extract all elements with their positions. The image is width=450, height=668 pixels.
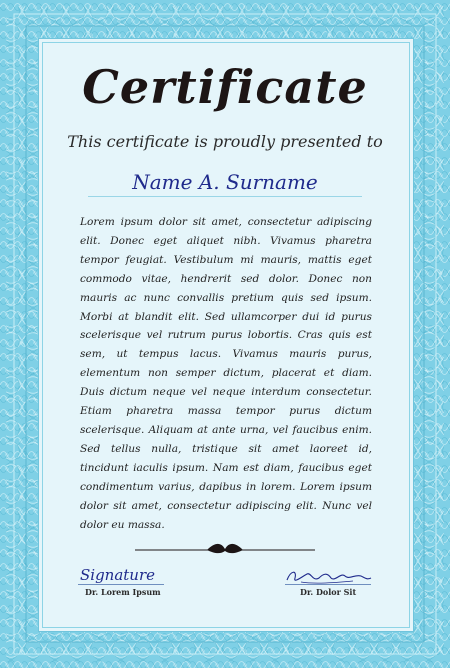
signature-left-line <box>78 584 164 585</box>
signature-left-label: Signature <box>80 566 156 584</box>
recipient-underline <box>88 196 362 197</box>
recipient-name: Name A. Surname <box>132 170 318 194</box>
signer-left-name: Dr. Lorem Ipsum <box>85 587 161 597</box>
ornamental-divider <box>135 540 315 558</box>
signature-right-line <box>285 584 371 585</box>
signer-right-name: Dr. Dolor Sit <box>300 587 357 597</box>
certificate-title: Certificate <box>82 60 368 114</box>
certificate-body: Lorem ipsum dolor sit amet, consectetur adipiscing elit. Donec eget aliquet nibh. Vivamus pharetra tempor feugiat. Vestibulum mi mauris, mattis eget commodo vitae, hendrerit sed dolor. Donec non mauris ac nunc convallis pretium quis sed ipsum. Morbi at blandit elit. Sed ullamcorper dui id purus scelerisque vel rutrum purus lobortis. Cras quis est sem, ut tempus lacus. Vivamus mauris purus, elementum non semper dictum, placerat et diam. Duis dictum neque vel neque interdum consectetur. Etiam pharetra massa tempor purus dictum scelerisque. Aliquam at ante urna, vel faucibus enim. Sed tellus nulla, tristique sit amet laoreet id, tincidunt iaculis ipsum. Nam est diam, faucibus eget condimentum varius, dapibus in lorem. Lorem ipsum dolor sit amet, consectetur adipiscing elit. Nunc vel dolor eu massa. <box>80 216 372 531</box>
certificate-subtitle: This certificate is proudly presented to <box>67 132 383 151</box>
